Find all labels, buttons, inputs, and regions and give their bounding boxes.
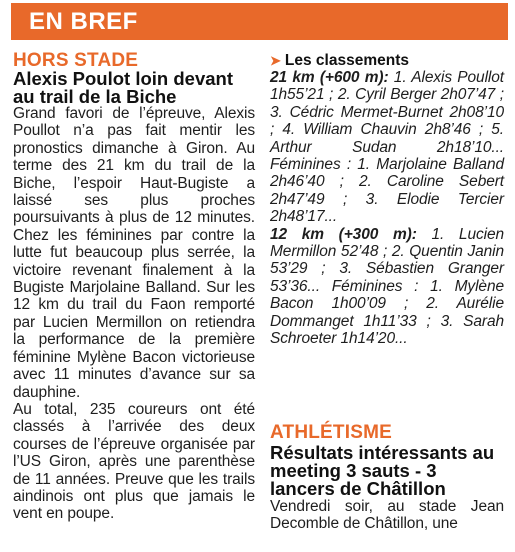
article-paragraph: Grand favori de l’épreuve, Alexis Poullot n’a pas fait mentir les pronostics dimanche à Giron. Au terme des 21 km du trail de la Biche, l’espoir Haut-Bugiste a laissé ses plus proches poursuivants à plus de 12 minutes. Chez les féminines par contre la lutte fut beaucoup plus serrée, la victoire revenant finalement à la Bugiste Marjolaine Balland. Sur les 12 km du trail du Faon remporté par Lucien Mermillon on retiendra la performance de la première féminine Mylène Bacon victorieuse avec 11 minutes d’avance sur sa dauphine. xyxy=(13,105,255,401)
article-athletisme xyxy=(270,424,504,533)
classements-heading xyxy=(270,52,504,69)
article-paragraph: Au total, 235 coureurs ont été classés à l’arrivée des deux courses de l’épreuve organisée par l’US Giron, après une parenthèse de 11 années. Preuve que les trails aindinois ont plus que jamais le vent en poupe. xyxy=(13,400,255,523)
article-kicker: HORS STADE xyxy=(13,50,139,71)
results-21km-text: 1. Alexis Poullot 1h55’21 ; 2. Cyril Berger 2h07’47 ; 3. Cédric Mermet-Burnet 2h08’10 ; 4. William Chauvin 2h8’46 ; 5. Arthur Sudan 2h18’10... Féminines : 1. Marjolaine Balland 2h46’40 ; 2. Caroline Sebert 2h47’49 ; 3. Elodie Tercier 2h48’17... xyxy=(270,69,504,226)
results-12km-label: 12 km (+300 m): xyxy=(270,225,417,243)
results-12km-text: 1. Lucien Mermillon 52’48 ; 2. Quentin Janin 53’29 ; 3. Sébastien Granger 53’36... Féminines : 1. Mylène Bacon 1h00’09 ; 2. Aurélie Dommanget 1h11’33 ; 3. Sarah Schroeter 1h14’20... xyxy=(270,225,504,348)
article-hors-stade xyxy=(13,52,255,523)
results-12km xyxy=(270,226,504,348)
article-body: Vendredi soir, au stade Jean Decomble de Châtillon, une xyxy=(270,498,504,533)
section-banner xyxy=(11,3,508,40)
results-21km xyxy=(270,69,504,226)
banner-title: EN BREF xyxy=(29,8,138,35)
article-headline: Résultats intéressants au meeting 3 sauts - 3 lancers de Châtillon xyxy=(270,442,495,499)
article-kicker: ATHLÉTISME xyxy=(270,422,392,443)
classements-title: Les classements xyxy=(284,52,409,69)
article-headline: Alexis Poulot loin devant au trail de la Biche xyxy=(13,68,233,107)
results-21km-label: 21 km (+600 m): xyxy=(270,69,389,86)
article-continuation xyxy=(270,52,504,348)
arrow-right-icon: ➤ xyxy=(270,53,281,68)
article-body xyxy=(13,105,255,523)
